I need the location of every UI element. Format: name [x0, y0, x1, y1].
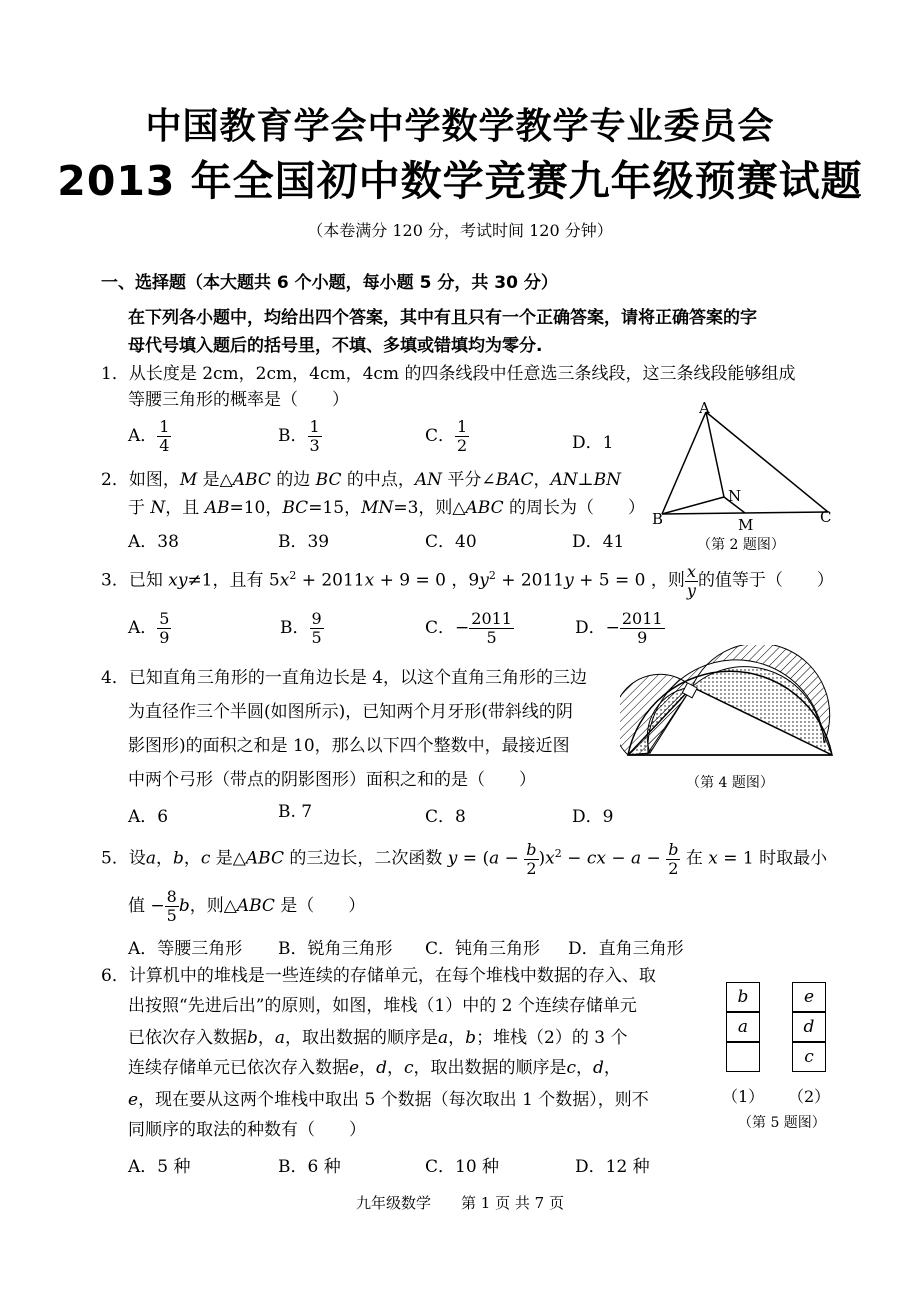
q6-line1: 6．计算机中的堆栈是一些连续的存储单元，在每个堆栈中数据的存入、取	[101, 966, 656, 986]
label-C: C	[820, 508, 832, 526]
q6-line4: 连续存储单元已依次存入数据e，d，c，取出数据的顺序是c，d，	[128, 1058, 621, 1078]
label-A: A	[699, 399, 710, 417]
q4-option-a: A．6	[128, 807, 169, 827]
q2-caption: （第 2 题图）	[697, 537, 785, 553]
q3-option-b: B． $\frac{9}{5}$	[280, 609, 322, 647]
instructions-line1: 在下列各小题中，均给出四个答案，其中有且只有一个正确答案，请将正确答案的字	[128, 308, 757, 328]
stack1-cell: b	[726, 982, 760, 1012]
q6-line6: 同顺序的取法的种数有（ ）	[128, 1120, 366, 1140]
stack2-cell: c	[792, 1042, 826, 1072]
page-footer: 九年级数学 第 1 页 共 7 页	[356, 1194, 564, 1212]
q5-option-b: B．锐角三角形	[278, 939, 393, 959]
q5-line2: 值 − $\frac{8}{5}$ b，则△ABC 是（ ）	[128, 887, 366, 925]
label-B: B	[652, 510, 664, 528]
title-line2: 2013 年全国初中数学竞赛九年级预赛试题	[57, 157, 863, 205]
q6-option-a: A．5 种	[128, 1157, 191, 1177]
q4-line4: 中两个弓形（带点的阴影图形）面积之和的是（ ）	[128, 770, 536, 790]
q6-line5: e，现在要从这两个堆栈中取出 5 个数据（每次取出 1 个数据），则不	[128, 1090, 649, 1110]
stack2-label: （2）	[788, 1087, 831, 1106]
stack-figure	[722, 982, 836, 1132]
title-line1: 中国教育学会中学数学教学专业委员会	[145, 106, 775, 147]
q2-option-d: D．41	[572, 532, 625, 552]
q1-option-b: B． $\frac{1}{3}$	[278, 417, 320, 455]
q6-caption: （第 5 题图）	[738, 1115, 826, 1131]
q5-option-a: A．等腰三角形	[128, 939, 243, 959]
stack2-cell: e	[792, 982, 826, 1012]
q4-option-c: C．8	[425, 807, 466, 827]
q1-option-a: A． $\frac{1}{4}$	[128, 417, 170, 455]
q3-line1: 3．已知 xy≠1，且有 $5x^2 + 2011x + 9 = 0$ ，$9y^2 + 2011y + 5 = 0$ ，则 $\frac{x}{y}$ 的值等于（ ）	[101, 561, 834, 600]
q1-line2: 等腰三角形的概率是（ ）	[128, 390, 349, 410]
q3-option-c: C．− $\frac{2011}{5}$	[425, 609, 512, 647]
q4-line3: 影图形)的面积之和是 10，那么以下四个整数中，最接近图	[128, 736, 570, 756]
q6-line2: 出按照“先进后出”的原则，如图，堆栈（1）中的 2 个连续存储单元	[128, 996, 637, 1016]
label-M: M	[738, 516, 754, 534]
q1-option-c: C． $\frac{1}{2}$	[425, 417, 468, 455]
q4-option-b: B. 7	[278, 802, 313, 822]
q6-option-b: B．6 种	[278, 1157, 341, 1177]
q3-option-a: A． $\frac{5}{9}$	[128, 609, 170, 647]
q4-line1: 4．已知直角三角形的一直角边长是 4，以这个直角三角形的三边	[101, 668, 588, 688]
q2-option-c: C．40	[425, 532, 477, 552]
label-N: N	[728, 487, 742, 505]
stack1-cell	[726, 1042, 760, 1072]
q1-line1: 1．从长度是 2cm，2cm，4cm，4cm 的四条线段中任意选三条线段，这三条线段能够组成	[101, 364, 796, 384]
q2-line2: 于 N，且 AB=10，BC=15，MN=3，则△ABC 的周长为（ ）	[128, 498, 646, 518]
q6-option-d: D．12 种	[575, 1157, 650, 1177]
q5-line1: 5．设a，b，c 是△ABC 的三边长，二次函数 y = (a − $\frac{b}{2}$ )$x^2$ − cx − a − $\frac{b}{2}$ 在 x = 1 时取最小	[101, 839, 828, 878]
instructions-line2: 母代号填入题后的括号里，不填、多填或错填均为零分.	[128, 336, 543, 356]
stack1-cell: a	[726, 1012, 760, 1042]
q2-option-a: A．38	[128, 532, 179, 552]
q4-caption: （第 4 题图）	[686, 775, 774, 791]
q4-option-d: D．9	[572, 807, 614, 827]
q4-line2: 为直径作三个半圆(如图所示)，已知两个月牙形(带斜线的阴	[128, 702, 573, 722]
subtitle: （本卷满分 120 分，考试时间 120 分钟）	[307, 221, 613, 240]
q5-option-d: D．直角三角形	[568, 939, 684, 959]
stack1-label: （1）	[722, 1087, 765, 1106]
q6-option-c: C．10 种	[425, 1157, 500, 1177]
q2-line1: 2．如图，M 是△ABC 的边 BC 的中点，AN 平分∠BAC，AN⊥BN	[101, 470, 621, 490]
q5-option-c: C．钝角三角形	[425, 939, 541, 959]
q1-option-d: D．1	[572, 433, 614, 453]
q4-figure	[620, 645, 840, 795]
q6-line3: 已依次存入数据b，a，取出数据的顺序是a，b；堆栈（2）的 3 个	[128, 1028, 628, 1048]
q3-option-d: D．− $\frac{2011}{9}$	[575, 609, 663, 647]
stack2-cell: d	[792, 1012, 826, 1042]
section-heading: 一、选择题（本大题共 6 个小题，每小题 5 分，共 30 分）	[101, 273, 558, 293]
q2-option-b: B．39	[278, 532, 330, 552]
q2-figure	[648, 398, 834, 558]
